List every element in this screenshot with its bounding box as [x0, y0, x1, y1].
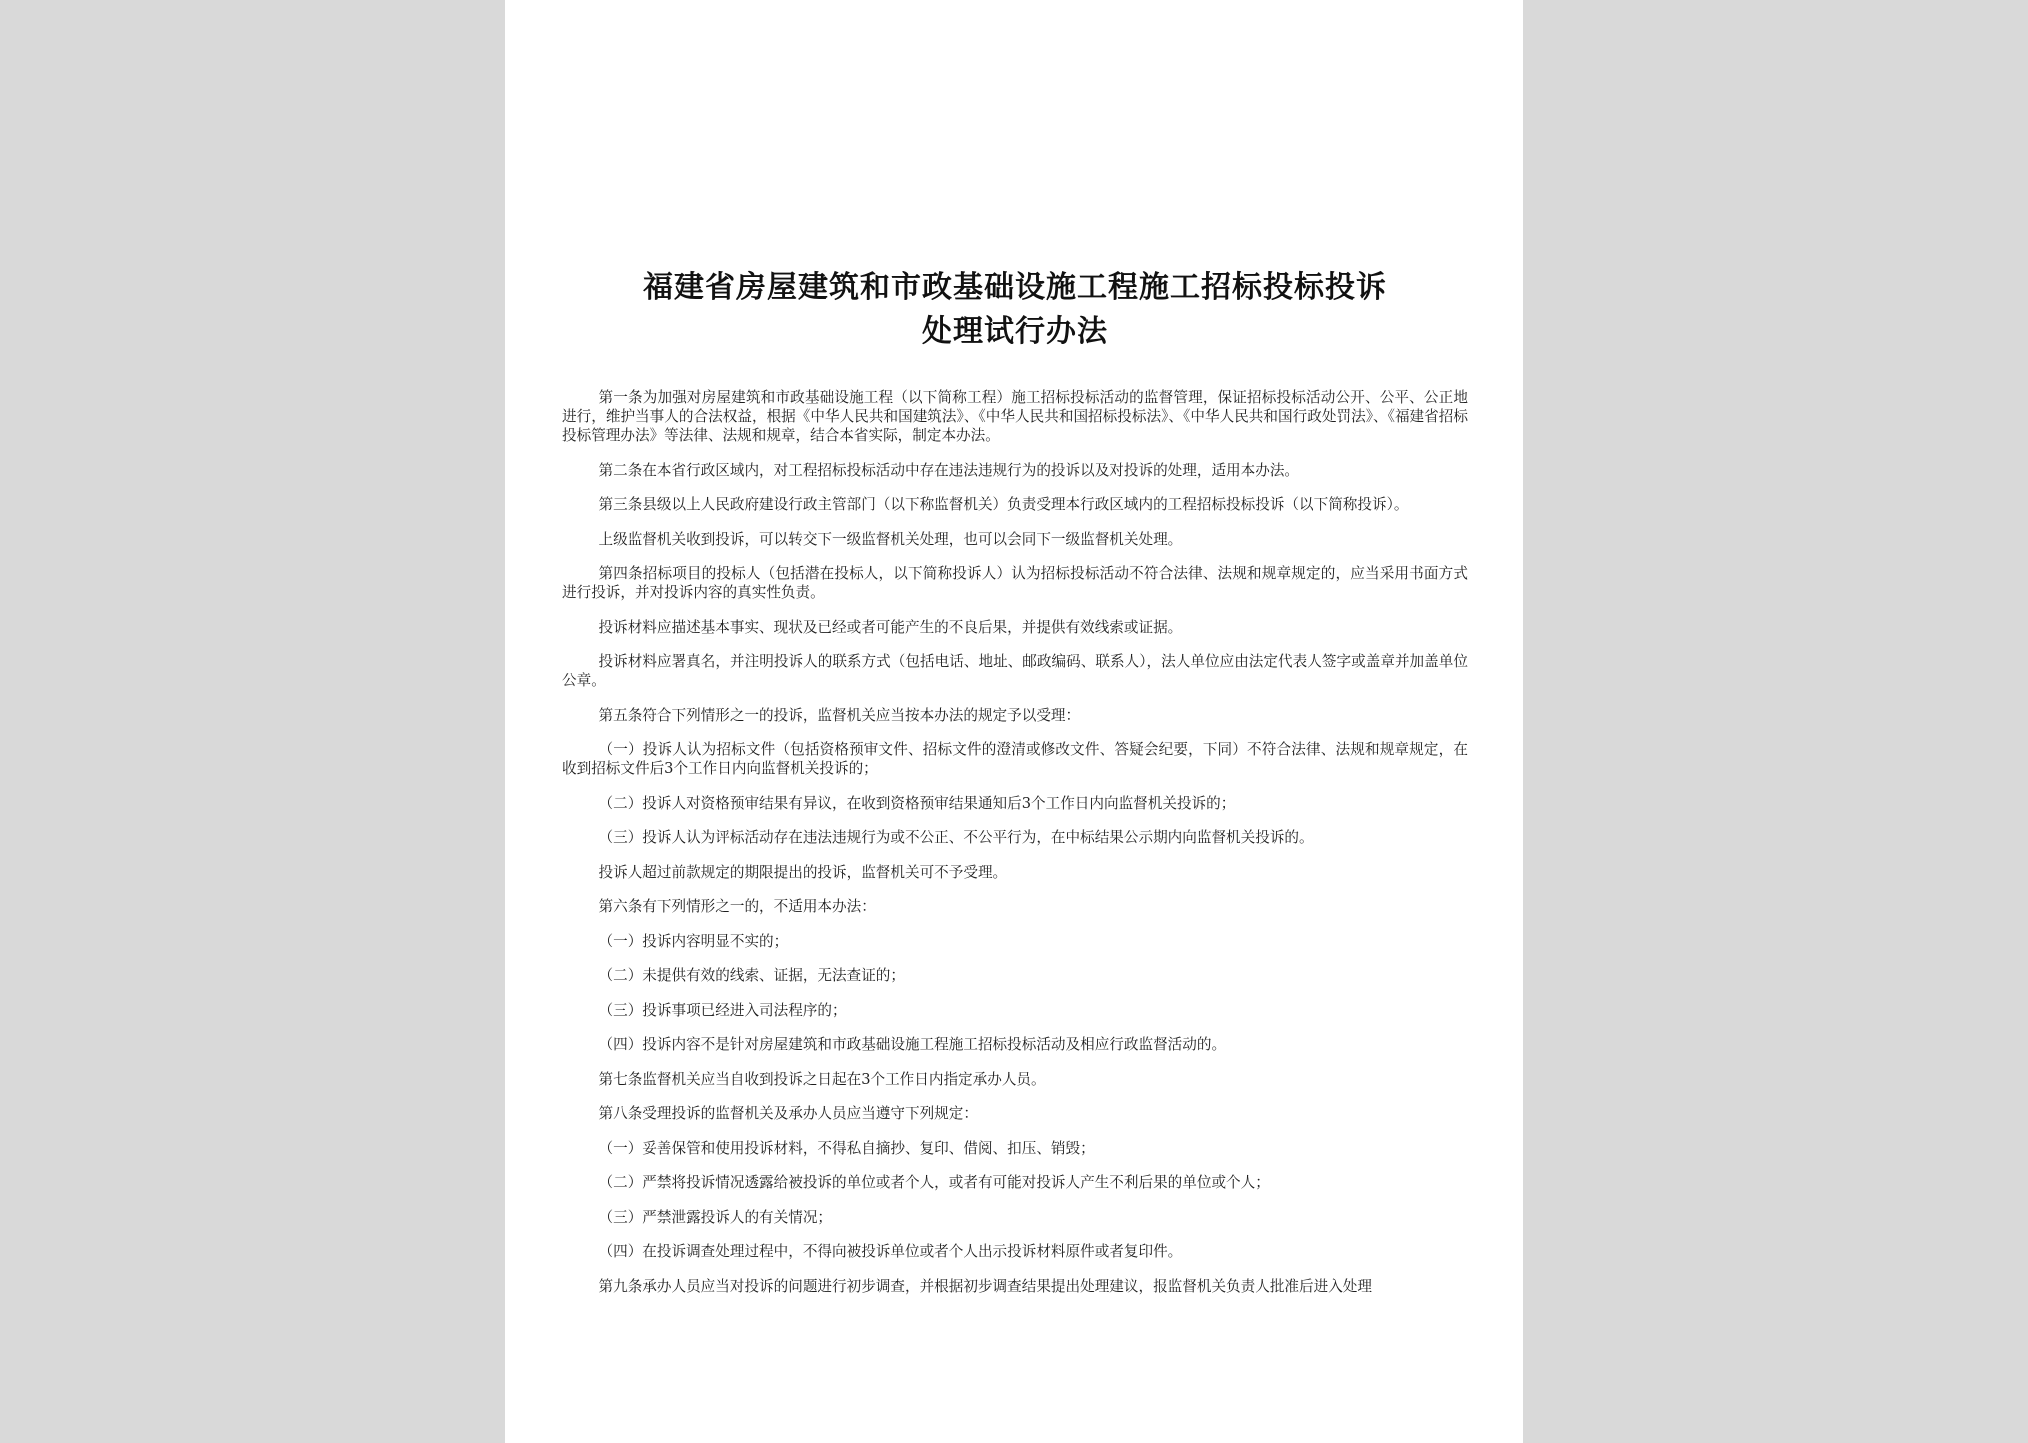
article-3: 第三条县级以上人民政府建设行政主管部门（以下称监督机关）负责受理本行政区域内的工程招标投标投诉（以下简称投诉）。: [598, 496, 1409, 513]
article-5: 第五条符合下列情形之一的投诉，监督机关应当按本办法的规定予以受理：: [598, 706, 1081, 724]
article-3-clause: 上级监督机关收到投诉，可以转交下一级监督机关处理，也可以会同下一级监督机关处理。: [598, 530, 1183, 548]
article-8-item-4: （四）在投诉调查处理过程中，不得向被投诉单位或者个人出示投诉材料原件或者复印件。: [598, 1243, 1183, 1260]
article-6-item-2: （二）未提供有效的线索、证据，无法查证的；: [598, 967, 905, 984]
article-8: 第八条受理投诉的监督机关及承办人员应当遵守下列规定：: [598, 1105, 978, 1122]
article-5-item-3: （三）投诉人认为评标活动存在违法违规行为或不公正、不公平行为，在中标结果公示期内向监督机关投诉的。: [598, 829, 1314, 846]
article-4: 第四条招标项目的投标人（包括潜在投标人，以下简称投诉人）认为招标投标活动不符合法律、法规和规章规定的，应当采用书面方式进行投诉，并对投诉内容的真实性负责。: [562, 565, 1468, 601]
article-6-item-4: （四）投诉内容不是针对房屋建筑和市政基础设施工程施工招标投标活动及相应行政监督活动的。: [598, 1036, 1227, 1053]
article-5-clause: 投诉人超过前款规定的期限提出的投诉，监督机关可不予受理。: [598, 863, 1008, 881]
article-8-item-1: （一）妥善保管和使用投诉材料，不得私自摘抄、复印、借阅、扣压、销毁；: [598, 1139, 1095, 1157]
article-9: 第九条承办人员应当对投诉的问题进行初步调查，并根据初步调查结果提出处理建议，报监督机关负责人批准后进入处理: [598, 1277, 1372, 1295]
article-6-item-3: （三）投诉事项已经进入司法程序的；: [598, 1001, 847, 1019]
page-content: [562, 266, 1468, 1296]
article-5-item-1: （一）投诉人认为招标文件（包括资格预审文件、招标文件的澄清或修改文件、答疑会纪要，下同）不符合法律、法规和规章规定，在收到招标文件后3个工作日内向监督机关投诉的；: [562, 741, 1468, 777]
article-8-item-2: （二）严禁将投诉情况透露给被投诉的单位或者个人，或者有可能对投诉人产生不利后果的单位或个人；: [598, 1174, 1270, 1191]
title-line-1: 福建省房屋建筑和市政基础设施工程施工招标投标投诉: [643, 270, 1387, 305]
article-6-item-1: （一）投诉内容明显不实的；: [598, 932, 789, 950]
document-title: [562, 266, 1468, 354]
document-page: [505, 0, 1523, 1443]
title-line-2: 处理试行办法: [922, 314, 1108, 349]
article-7: 第七条监督机关应当自收到投诉之日起在3个工作日内指定承办人员。: [598, 1070, 1046, 1088]
article-5-item-2: （二）投诉人对资格预审结果有异议，在收到资格预审结果通知后3个工作日内向监督机关投诉的；: [598, 794, 1236, 812]
article-4-clause-2: 投诉材料应署真名，并注明投诉人的联系方式（包括电话、地址、邮政编码、联系人），法人单位应由法定代表人签字或盖章并加盖单位公章。: [562, 653, 1468, 689]
article-4-clause-1: 投诉材料应描述基本事实、现状及已经或者可能产生的不良后果，并提供有效线索或证据。: [598, 618, 1183, 636]
article-8-item-3: （三）严禁泄露投诉人的有关情况；: [598, 1208, 833, 1226]
article-2: 第二条在本省行政区域内，对工程招标投标活动中存在违法违规行为的投诉以及对投诉的处理，适用本办法。: [598, 461, 1300, 479]
article-6: 第六条有下列情形之一的，不适用本办法：: [598, 898, 876, 915]
article-1: 第一条为加强对房屋建筑和市政基础设施工程（以下简称工程）施工招标投标活动的监督管理，保证招标投标活动公开、公平、公正地进行，维护当事人的合法权益，根据《中华人民共和国建筑法》、《中华人民共和国招标投标法》、《中华人民共和国行政处罚法》、《福建省招标投标管理办法》等法律、法规和规章，结合本省实际，制定本办法。: [562, 389, 1468, 444]
